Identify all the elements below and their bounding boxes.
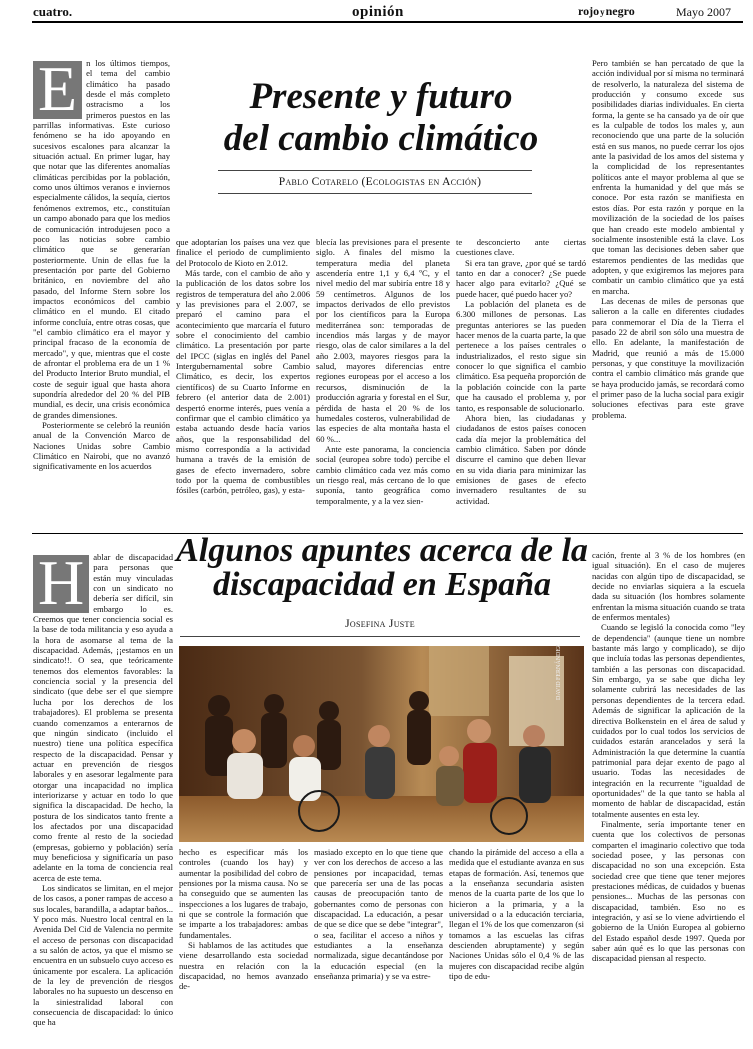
article2-paragraph: Los sindicatos se limitan, en el mejor de los casos, a poner rampas de acceso a sus locales, barandilla, a adaptar baños... Y poco más. Nuestro local central en la Avenida Del Cid de Valencia no permite el acceso de personas con discapacidad a su salón de actos, ya que el mismo se encuentra en un subsuelo cuyo acceso es únicamente por escalera. La aplicación de la ley de prevención de riesgos laborales no ha supuesto un descenso en la siniestralidad laboral con consecuencia de discapacidad: lo único que ha <box>33 883 173 1028</box>
article1-paragraph: Si era tan grave, ¿por qué se tardó tanto en dar a conocer? ¿Se puede hacer algo para evitarlo? ¿Qué se puede hacer, qué puedo hacer yo? <box>456 257 586 299</box>
article1-title-line-2: del cambio climático <box>223 118 539 159</box>
article1-drop-cap: E <box>33 61 82 119</box>
article1-column-4 <box>456 237 586 527</box>
article1-lead-paragraph: n los últimos tiempos, el tema del cambio climático ha pasado desde el más completo ostracismo a los primeros puestos en las parrillas informativas. Este curioso fenómeno se ha ido apoyando en sucesivos escalones para alcanzar la situación actual. En primer lugar, hay que notar que las diferentes anomalías climáticas percibidas por la población, como unos últimos veranos e inviernos especialmente cálidos, la sequía, ciertos fenómenos extremos, etc., constituían un campo abonado para que los medios de comunicación introdujesen poco a poco las noticias sobre cambio climático que se generarían posteriormente. Unin de ellas fue la presentación por parte del Gobierno británico, en noviembre del año pasado, del Informe Stern sobre los impactos económicos del cambio climático en el mundo. El citado informe concluía, entre otras cosas, que "el cambio climático era el mayor y principal fracaso de la economía de mercado", y que, mientras que el coste de afrontar el problema era de un 1 % del Producto Interior Bruto mundial, el coste de seguir igual que hasta ahora supondría alrededor del 20 % del PIB mundial, es decir, una crisis económica de grandes dimensiones. <box>33 58 170 420</box>
article1-paragraph: La población del planeta es de 6.300 millones de personas. Las preguntas anteriores se las pueden hacer menos de la cuarta parte, la que pertenece a los países centrales o industrializados, el resto sigue sin conocer lo que significa el cambio climático. Esa pequeña proporción de la población coincide con la parte que ha causado el problema y, por tanto, es responsable de solucionarlo. <box>456 299 586 413</box>
meeting-photo <box>179 646 584 842</box>
article2-column-5 <box>592 550 745 1044</box>
article1-paragraph: te desconcierto ante ciertas cuestiones clave. <box>456 237 586 258</box>
issue-date: Mayo 2007 <box>676 5 731 19</box>
article1-paragraph: Ante este panorama, la conciencia social (europea sobre todo) percibe el cambio climático cada vez más como un riesgo real, más cercano de lo que suponía, tanto geográfica como temporalmente, y a la vez sien- <box>316 443 450 506</box>
article2-paragraph: Cuando se legisló la conocida como "ley de dependencia" (aunque tiene un nombre bastante más largo y complicado), se dijo que incluía todas las personas dependientes, también a las personas con discapacidad. Sin embargo, ya se sabe que dicha ley solamente cubrirá las necesidades de las personas dependientes de la tercera edad. Además de significar la aplicación de la directiva Bolkenstein en el área de salud y cuidados por lo cual todos los servicios de cuidados estarán arancelados y será la Administración la que determine la cuantía patrimonial para dejar exento de pago al usuario. Todas las necesidades de integración en la recurrente "igualdad de oportunidades" de la que tanto se habla al momento de hablar de discapacidad, están totalmente ausentes en esta ley. <box>592 622 745 819</box>
article1-column-3 <box>316 237 450 527</box>
article2-column-4 <box>449 847 584 1044</box>
article1-paragraph: Ahora bien, las ciudadanas y ciudadanos de estos países conocen cada día mejor la problemática del cambio climático. Saben por dónde discurre el camino que deben llevar en su vida diaria para minimizar las emisiones de gases de efecto invernadero resultantes de su actividad. <box>456 412 586 506</box>
photo-credit: DAVID FERNÁNDEZ <box>556 644 562 700</box>
article2-column-1 <box>33 552 173 1044</box>
header-rule <box>32 21 743 23</box>
logo-separator: y <box>600 7 605 17</box>
article2-lead-paragraph: ablar de discapacidad para personas que están muy vinculadas con un sindicato no debería ser difícil, sin embargo lo es. Creemos que tener conciencia social es la base de toda militancia y eso ayuda a la hora de asomarse al tema de la discapacidad. Además, ¡¡estamos en un sindicato!!. O sea, que teóricamente tenemos dos elementos favorables: la conciencia social y la presencia del sindicato (que debe ser el que siempre lucha por los derechos de los trabajadores). El problema se presenta cuando comenzamos a enterarnos de que ningún sindicato (incluido el nuestro) tiene una política específica respecto de la discapacidad. Pensar y actuar en prevención de riesgos laborales y en asesorar legalmente para otorgar una incapacidad no implica interiorizarse y actuar en todo lo que significa la discapacidad. De hecho, la postura de los sindicatos tanto frente a los afectados por una discapacidad como frente al resto de la sociedad (empresas, gobierno y población) sería muy beneficiosa y significaría un paso adelante en la toma de conciencia real acerca de este tema. <box>33 552 173 883</box>
article1-paragraph: blecía las previsiones para el presente siglo. A finales del mismo la temperatura media del planeta ascendería entre 1,1 y 6,4 ºC, y el nivel medio del mar subiría entre 18 y 59 centímetros. Algunos de los impactos derivados de ello previstos por los científicos para la Europa mediterránea son: temporadas de incendios más largas y de mayor riesgo, olas de calor similares a la del año 2.003, mayores riesgos para la salud, mayores diferencias entre regiones europeas por el acceso a los recursos, disminución de la producción agraria y forestal en el Sur, pérdida de hasta el 20 % de los humedales costeros, vulnerabilidad de las especies de alta montaña hasta el 60 %... <box>316 237 450 444</box>
article2-column-2 <box>179 847 308 1044</box>
publication-logo <box>578 4 635 19</box>
article2-paragraph: Si hablamos de las actitudes que viene desarrollando esta sociedad nuestra en relación con la discapacidad, no hemos avanzado de- <box>179 940 308 992</box>
article1-column-5 <box>592 58 744 528</box>
article2-drop-cap: H <box>33 555 89 613</box>
article2-title-line-2: discapacidad en España <box>212 566 552 603</box>
section-label: cuatro. <box>33 4 73 19</box>
article2-paragraph: chando la pirámide del acceso a ella a medida que el estudiante avanza en sus etapas de formación. Así, tenemos que a la enseñanza secundaria asisten menos de la cuarta parte de los que lo hicieron a la primaria, y a la universidad o a la educación terciaria, llegan el 1% de los que comenzaron (si tomamos a las escuelas las cifras descienden abruptamente) y según Naciones Unidas sólo el 0,4 % de las mujeres con discapacidad recibe algún tipo de edu- <box>449 847 584 982</box>
article2-byline: Josefina Juste <box>345 618 415 630</box>
article1-byline-rule-bottom <box>218 193 532 194</box>
article2-paragraph: Finalmente, sería importante tener en cuenta que los colectivos de personas comparten el imaginario colectivo que toda sociedad posee, y las personas con discapacidad no son una excepción. Esta sociedad cree que tiene que tener mejores prestaciones médicas, de cuidados y buenas pensiones... Muchas de las personas con discapacidad, también. Eso no es integración, y así se lo viene advirtiendo el gobierno de la Unión Europea al gobierno del Estado español desde 1997. Queda por saber aún qué es lo que las personas con discapacidad piensan al respecto. <box>592 818 745 964</box>
article2-paragraph: cación, frente al 3 % de los hombres (en igual situación). En el caso de mujeres nacidas con algún tipo de discapacidad, se decide no enviarlas siquiera a la escuela dada su situación (los hombres solamente enfrentan la misma situación cuando se trata de enfermos mentales) <box>592 550 745 623</box>
article1-paragraph: Más tarde, con el cambio de año y la publicación de los datos sobre los registros de temperatura del año 2.006 y las previsiones para el 2.007, se preparó el camino para el acontecimiento que marcaría el futuro sobre el conocimiento del cambio climático. La presentación por parte del IPCC (siglas en inglés del Panel Intergubernamental sobre Cambio Climático, es decir, los expertos científicos) de su Cuarto Informe en febrero (el anterior data de 2.001) despertó enorme interés, pues venía a confirmar que el cambio climático ya estaba actuando desde hacía varios años, que la responsabilidad del mismo correspondía a la actividad humana a través de la emisión de gases de efecto invernadero, sobre todo por la quema de combustibles fósiles (carbón, petróleo, gas), y esta- <box>176 268 310 496</box>
article1-paragraph: Posteriormente se celebró la reunión anual de la Convención Marco de Naciones Unidas sobre Cambio Climático en Nairobi, que no avanzó significativamente en los acuerdos <box>33 420 170 472</box>
article1-paragraph: Las decenas de miles de personas que salieron a la calle en diferentes ciudades para conmemorar el Día de la Tierra el pasado 22 de abril son sólo una muestra de ello. En adelante, la manifestación de Madrid, que reunió a más de 15.000 personas, y que constituye la movilización contra el cambio climático más grande que se haya producido jamás, se recordará como el primer paso de la lucha social para exigir soluciones efectivas para este grave problema. <box>592 295 744 420</box>
article1-byline-rule-top <box>218 170 532 171</box>
article2-paragraph: masiado excepto en lo que tiene que ver con los derechos de acceso a las pensiones por incapacidad, temas que parecería ser una de las pocas causas de preocupación tanto de gobernantes como de personas con discapacidad. La educación, a pesar de que se dice que se debe "integrar", o sea, facilitar el acceso a niños y estudiantes a la enseñanza normalizada, sigue decantándose por la educación especial (en la enseñanza primaria) y se va estre- <box>314 847 443 982</box>
logo-word-rojo: rojo <box>578 4 600 18</box>
article2-paragraph: hecho es especificar más los controles (cuando los hay) y aumentar la posibilidad del cobro de pensiones por la misma causa. No se ha conseguido que se aumenten las inspecciones a los lugares de trabajo, ni que se controle la formación que se imparte a los trabajadores: ambas fundamentales. <box>179 847 308 940</box>
article1-column-2 <box>176 237 310 527</box>
article2-byline-rule <box>180 636 580 637</box>
article1-byline: Pablo Cotarelo (Ecologistas en Acción) <box>278 176 482 188</box>
article1-paragraph: que adoptarían los países una vez que finalice el periodo de cumplimiento del Protocolo de Kioto en 2.012. <box>176 237 310 268</box>
article2-column-3 <box>314 847 443 1044</box>
article2-title-line-1: Algunos apuntes acerca de la <box>176 532 588 569</box>
article1-title-line-1: Presente y futuro <box>249 76 513 117</box>
logo-word-negro: negro <box>605 4 635 18</box>
article1-paragraph: Pero también se han percatado de que la acción individual por sí misma no terminará de resolverlo, la naturaleza del sistema de producción y consumo excede sus posibilidades diarias individuales. En cierta forma, la gente se ha cansado ya de oír que es la culpable de todos los males y, aun reconociendo que una parte de la solución está en sus manos, no puede cerrar los ojos ante la pasividad de los amos del sistema y la complicidad de los representantes políticos ante el mayor problema al que se enfrenta la humanidad y del que más se conoce. Por esta razón se manifiesta en estos días. Por esta razón y porque en la movilización de la sociedad de los países que han creado este modelo ambiental y socialmente insostenible está la clave. Los que toman las decisiones deben saber que estaremos pendientes de las medidas que adopten, y que exigiremos las mejores para combatir un cambio climático que ya está en marcha. <box>592 58 744 296</box>
section-title: opinión <box>352 4 404 20</box>
article1-column-1 <box>33 58 170 528</box>
